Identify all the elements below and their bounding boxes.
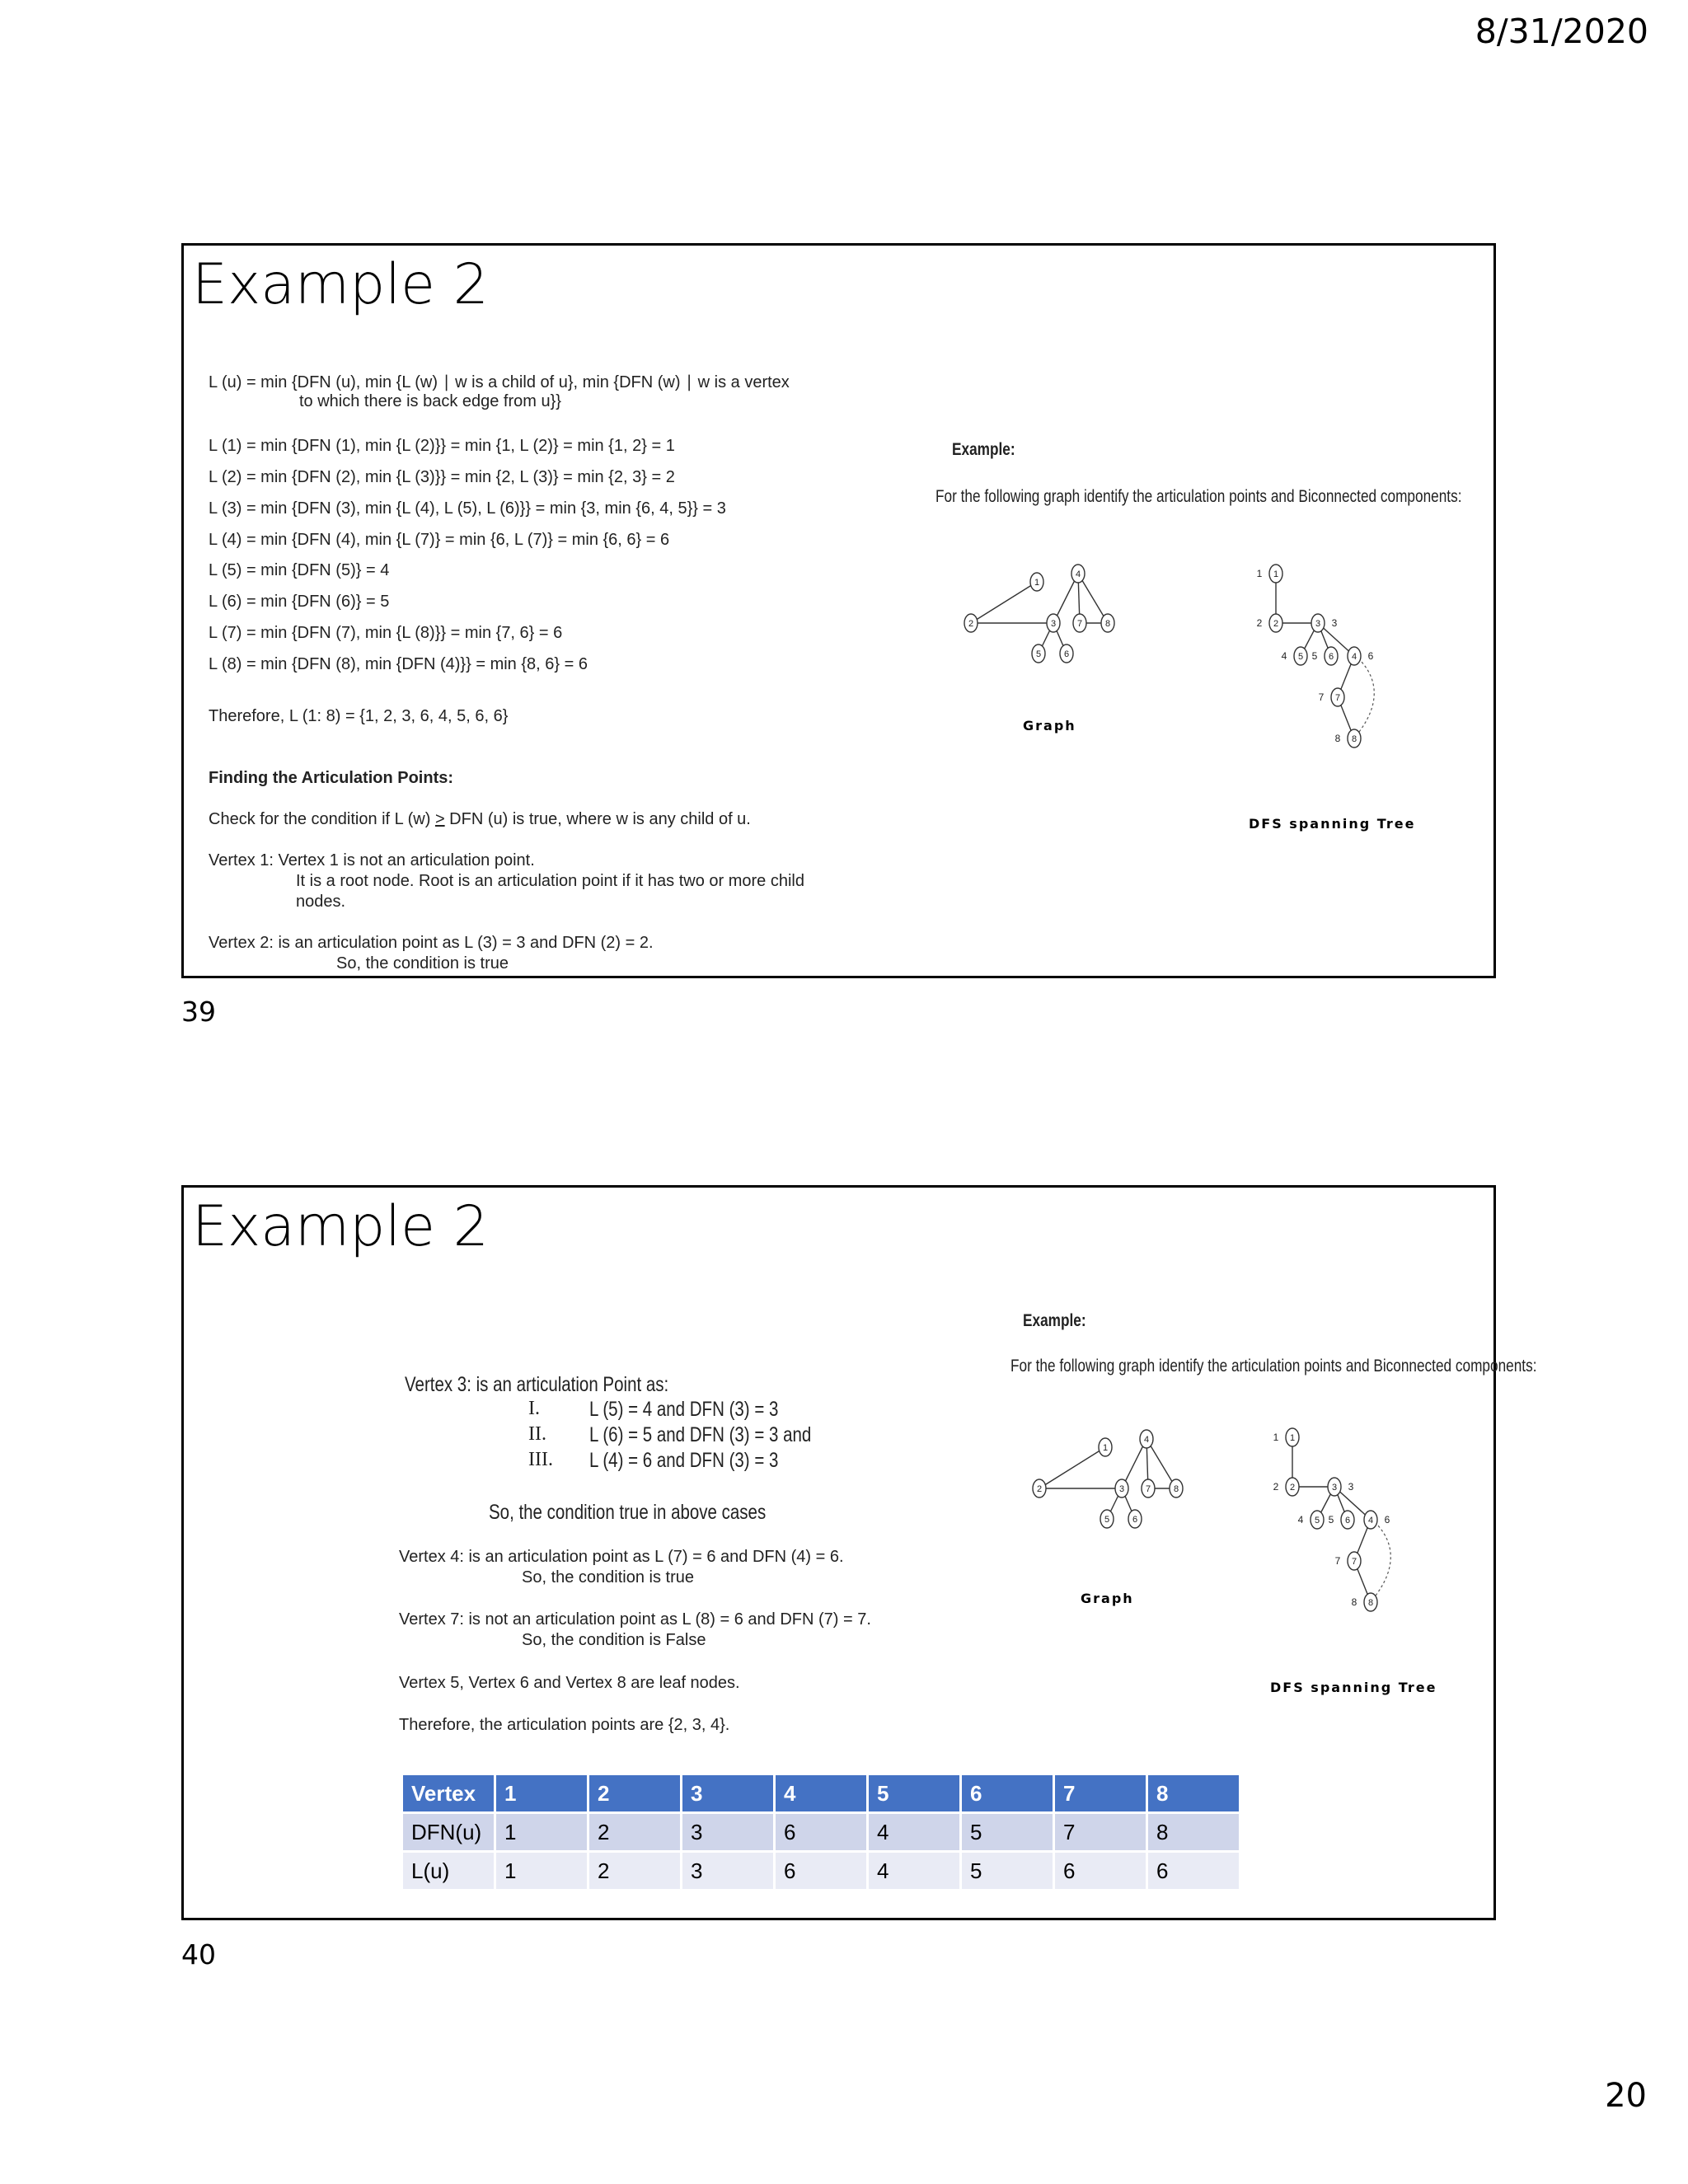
back-edge: [1376, 1525, 1390, 1596]
vertex1-line-3: nodes.: [296, 893, 346, 911]
graph-node-label: 4: [1075, 569, 1081, 579]
table-cell: 6: [776, 1853, 866, 1889]
table-header-cell: 5: [869, 1775, 959, 1811]
vertex3-item-text: L (5) = 4 and DFN (3) = 3: [589, 1398, 779, 1421]
table-cell: 2: [589, 1853, 680, 1889]
table-row: [403, 1853, 1239, 1889]
vertex4-line-2: So, the condition is true: [522, 1568, 695, 1586]
calc-line: L (2) = min {DFN (2), min {L (3)}} = min {2, L (3)} = min {2, 3} = 2: [209, 468, 675, 486]
tree-node-label: 8: [1351, 734, 1357, 744]
vertex1-line-1: Vertex 1: Vertex 1 is not an articulation point.: [209, 851, 535, 869]
vertex3-heading: Vertex 3: is an articulation Point as:: [405, 1373, 669, 1396]
calc-line: L (1) = min {DFN (1), min {L (2)}} = min {1, L (2)} = min {1, 2} = 1: [209, 437, 675, 455]
dfn-label: 1: [1273, 1432, 1279, 1443]
tree-node-label: 4: [1367, 1516, 1374, 1526]
graph-node-label: 3: [1050, 619, 1057, 629]
table-cell: 5: [962, 1814, 1053, 1850]
greater-equal-symbol: >: [434, 810, 445, 828]
table-header-cell: 6: [962, 1775, 1053, 1811]
document-date: 8/31/2020: [1475, 12, 1648, 51]
vertex4-line-1: Vertex 4: is an articulation point as L (7) = 6 and DFN (4) = 6.: [399, 1548, 844, 1566]
table-cell: 6: [1055, 1853, 1146, 1889]
table-cell: 7: [1055, 1814, 1146, 1850]
table-cell: 4: [869, 1853, 959, 1889]
tree-node-label: 3: [1315, 619, 1321, 629]
calc-line: L (5) = min {DFN (5)} = 4: [209, 561, 390, 579]
table-header-row: [403, 1775, 1239, 1811]
table-header-cell: 2: [589, 1775, 680, 1811]
vertex1-line-2: It is a root node. Root is an articulation point if it has two or more child: [296, 872, 804, 890]
tree-node-label: 4: [1351, 652, 1357, 662]
graph-node-label: 1: [1034, 578, 1040, 588]
table-cell: L(u): [403, 1853, 494, 1889]
therefore-line: Therefore, the articulation points are {2, 3, 4}.: [399, 1716, 730, 1734]
table-header-cell: 8: [1148, 1775, 1239, 1811]
check-condition: [209, 810, 751, 829]
table-cell: 1: [496, 1814, 587, 1850]
table-cell: 3: [682, 1814, 773, 1850]
calc-line: L (7) = min {DFN (7), min {L (8)}} = min {7, 6} = 6: [209, 624, 563, 642]
slide-title: Example 2: [192, 1194, 489, 1259]
dfn-label: 6: [1367, 650, 1374, 662]
vertex7-line-1: Vertex 7: is not an articulation point as L (8) = 6 and DFN (7) = 7.: [399, 1610, 871, 1629]
tree-node-label: 7: [1351, 1557, 1357, 1567]
dfs-tree-label: DFS spanning Tree: [1249, 816, 1416, 832]
dfs-tree-label: DFS spanning Tree: [1270, 1680, 1437, 1695]
dfn-label: 3: [1331, 617, 1338, 629]
graph-node-label: 8: [1173, 1484, 1179, 1494]
dfn-label: 5: [1328, 1514, 1334, 1526]
tree-node-label: 8: [1367, 1598, 1374, 1608]
table-header-cell: 3: [682, 1775, 773, 1811]
table-cell: DFN(u): [403, 1814, 494, 1850]
tree-node-label: 2: [1273, 619, 1279, 629]
formula-line-2: to which there is back edge from u}}: [299, 392, 561, 410]
tree-node-label: 2: [1289, 1483, 1296, 1493]
vertex3-item-num: II.: [528, 1423, 546, 1445]
graph-edge: [971, 582, 1037, 623]
graph-figure: [1023, 1424, 1212, 1531]
table-header-cell: 7: [1055, 1775, 1146, 1811]
graph-node-label: 4: [1143, 1435, 1150, 1445]
page-number: 20: [1605, 2077, 1647, 2115]
graph-node-label: 8: [1104, 619, 1111, 629]
table-header-cell: 1: [496, 1775, 587, 1811]
tree-node-label: 1: [1273, 569, 1279, 579]
table-header-cell: 4: [776, 1775, 866, 1811]
table-cell: 3: [682, 1853, 773, 1889]
dfn-label: 5: [1311, 650, 1318, 662]
formula-line-1: L (u) = min {DFN (u), min {L (w) ∣ w is a child of u}, min {DFN (w) ∣ w is a vertex: [209, 373, 790, 391]
dfn-label: 2: [1273, 1481, 1279, 1493]
dfn-label: 7: [1318, 691, 1325, 703]
vertex3-item-text: L (6) = 5 and DFN (3) = 3 and: [589, 1423, 812, 1446]
vertex3-item-text: L (4) = 6 and DFN (3) = 3: [589, 1449, 779, 1472]
tree-node-label: 5: [1297, 652, 1304, 662]
example-label: Example:: [1023, 1311, 1086, 1330]
table-row: [403, 1814, 1239, 1850]
dfn-label: 2: [1256, 617, 1263, 629]
graph-node-label: 7: [1145, 1484, 1151, 1494]
graph-label: Graph: [1081, 1591, 1134, 1606]
slide-number: 39: [181, 996, 216, 1028]
table-header-cell: Vertex: [403, 1775, 494, 1811]
tree-node-label: 5: [1314, 1516, 1320, 1526]
tree-node-label: 3: [1331, 1483, 1338, 1493]
back-edge: [1359, 661, 1374, 732]
graph-figure: [954, 559, 1144, 666]
example-description: For the following graph identify the articulation points and Biconnected components:: [1010, 1357, 1537, 1376]
slide-number: 40: [181, 1938, 216, 1971]
table-cell: 6: [776, 1814, 866, 1850]
tree-node-label: 1: [1289, 1433, 1296, 1443]
dfs-tree-figure: [1231, 559, 1379, 744]
vertex3-item-num: III.: [528, 1449, 553, 1470]
graph-node-label: 1: [1102, 1443, 1109, 1453]
dfn-label: 3: [1348, 1481, 1354, 1493]
slide-title: Example 2: [192, 252, 489, 317]
calc-line: L (3) = min {DFN (3), min {L (4), L (5), L (6)}} = min {3, min {6, 4, 5}} = 3: [209, 499, 726, 518]
tree-node-label: 6: [1328, 652, 1334, 662]
dfn-label: 4: [1281, 650, 1287, 662]
slide-40: [181, 1185, 1537, 1920]
table-cell: 6: [1148, 1853, 1239, 1889]
check-post: DFN (u) is true, where w is any child of u.: [444, 810, 751, 828]
dfn-low-table: [401, 1773, 1241, 1891]
graph-label: Graph: [1023, 718, 1076, 733]
dfs-tree-figure: [1247, 1422, 1395, 1608]
graph-node-label: 3: [1118, 1484, 1125, 1494]
vertex7-line-2: So, the condition is False: [522, 1631, 706, 1649]
check-pre: Check for the condition if L (w): [209, 810, 435, 828]
example-label: Example:: [952, 440, 1015, 459]
dfn-label: 6: [1384, 1514, 1390, 1526]
dfn-label: 4: [1297, 1514, 1304, 1526]
tree-node-label: 7: [1334, 693, 1341, 703]
table-cell: 2: [589, 1814, 680, 1850]
finding-heading: Finding the Articulation Points:: [209, 769, 454, 787]
table-cell: 5: [962, 1853, 1053, 1889]
table-cell: 8: [1148, 1814, 1239, 1850]
dfn-label: 1: [1256, 568, 1263, 579]
graph-edge: [1039, 1447, 1105, 1488]
leaf-nodes-line: Vertex 5, Vertex 6 and Vertex 8 are leaf nodes.: [399, 1674, 740, 1692]
slide-39: [181, 243, 1496, 978]
graph-node-label: 2: [1036, 1484, 1043, 1494]
tree-node-label: 6: [1344, 1516, 1351, 1526]
graph-node-label: 2: [968, 619, 974, 629]
dfn-label: 7: [1334, 1555, 1341, 1567]
graph-node-label: 6: [1063, 649, 1070, 659]
vertex3-conclusion: So, the condition true in above cases: [489, 1501, 767, 1524]
dfn-label: 8: [1351, 1596, 1357, 1608]
calc-line: L (4) = min {DFN (4), min {L (7)} = min {6, L (7)} = min {6, 6} = 6: [209, 531, 670, 549]
dfn-label: 8: [1334, 733, 1341, 744]
calc-line: L (8) = min {DFN (8), min {DFN (4)}} = min {8, 6} = 6: [209, 655, 588, 673]
example-description: For the following graph identify the articulation points and Biconnected components:: [935, 487, 1462, 506]
therefore-line: Therefore, L (1: 8) = {1, 2, 3, 6, 4, 5, 6, 6}: [209, 707, 509, 725]
vertex2-line-2: So, the condition is true: [336, 954, 509, 972]
calc-line: L (6) = min {DFN (6)} = 5: [209, 593, 390, 611]
graph-node-label: 5: [1104, 1515, 1110, 1525]
graph-node-label: 6: [1132, 1515, 1138, 1525]
graph-node-label: 7: [1076, 619, 1083, 629]
graph-node-label: 5: [1035, 649, 1042, 659]
vertex2-line-1: Vertex 2: is an articulation point as L (3) = 3 and DFN (2) = 2.: [209, 934, 654, 952]
vertex3-item-num: I.: [528, 1398, 540, 1419]
table-cell: 4: [869, 1814, 959, 1850]
table-cell: 1: [496, 1853, 587, 1889]
